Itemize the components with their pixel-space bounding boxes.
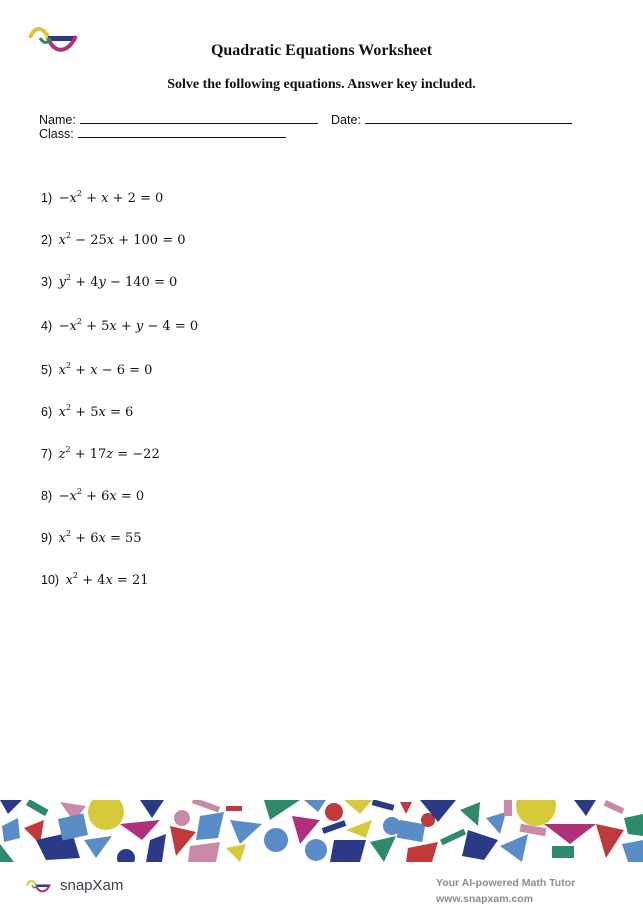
footer-brand: snapXam: [60, 877, 124, 894]
question-item: 9) $x^2 + 6x = 55$: [41, 529, 142, 546]
equation: $-x^2 + 5x + y - 4 = 0$: [58, 317, 199, 334]
equation: $-x^2 + x + 2 = 0$: [58, 189, 164, 206]
question-item: $1) -x^2 + x + 2 = 0$: [41, 189, 164, 206]
snapxam-footer-logo-icon: [26, 876, 52, 896]
question-item: 6) $x^2 + 5x = 6$: [41, 403, 134, 420]
equation: $z^2 + 17z = -22$: [58, 445, 160, 462]
date-line[interactable]: [365, 111, 572, 124]
question-item: 10) $x^2 + 4x = 21$: [41, 571, 149, 588]
equation: $x^2 - 25x + 100 = 0$: [58, 231, 186, 248]
page-subtitle: Solve the following equations. Answer key included.: [167, 77, 476, 92]
name-line[interactable]: [80, 111, 318, 124]
equation: $-x^2 + 6x = 0$: [58, 487, 145, 504]
equation: $x^2 + 4x = 21$: [65, 571, 149, 588]
equation: $x^2 + x - 6 = 0$: [58, 361, 153, 378]
equation: $x^2 + 5x = 6$: [58, 403, 134, 420]
question-item: 7) $z^2 + 17z = -22$: [41, 445, 160, 462]
date-field: [331, 111, 572, 127]
date-label: Date:: [331, 113, 361, 127]
question-item: $8) -x^2 + 6x = 0$: [41, 487, 145, 504]
equation: $y^2 + 4y - 140 = 0$: [58, 273, 178, 290]
question-item: 3) $y^2 + 4y - 140 = 0$: [41, 273, 178, 290]
page-title: Quadratic Equations Worksheet: [210, 42, 433, 59]
decorative-banner: [0, 800, 643, 862]
name-label: Name:: [39, 113, 76, 127]
class-field: [39, 125, 286, 141]
footer-tagline: Your AI-powered Math Tutor: [436, 877, 576, 889]
question-item: 5) $x^2 + x - 6 = 0$: [41, 361, 153, 378]
question-item: $4) -x^2 + 5x + y - 4 = 0$: [41, 317, 199, 334]
footer-url[interactable]: www.snapxam.com: [436, 893, 534, 905]
question-item: 2) $x^2 - 25x + 100 = 0$: [41, 231, 186, 248]
class-label: Class:: [39, 127, 74, 141]
equation: $x^2 + 6x = 55$: [58, 529, 142, 546]
class-line[interactable]: [78, 125, 286, 138]
